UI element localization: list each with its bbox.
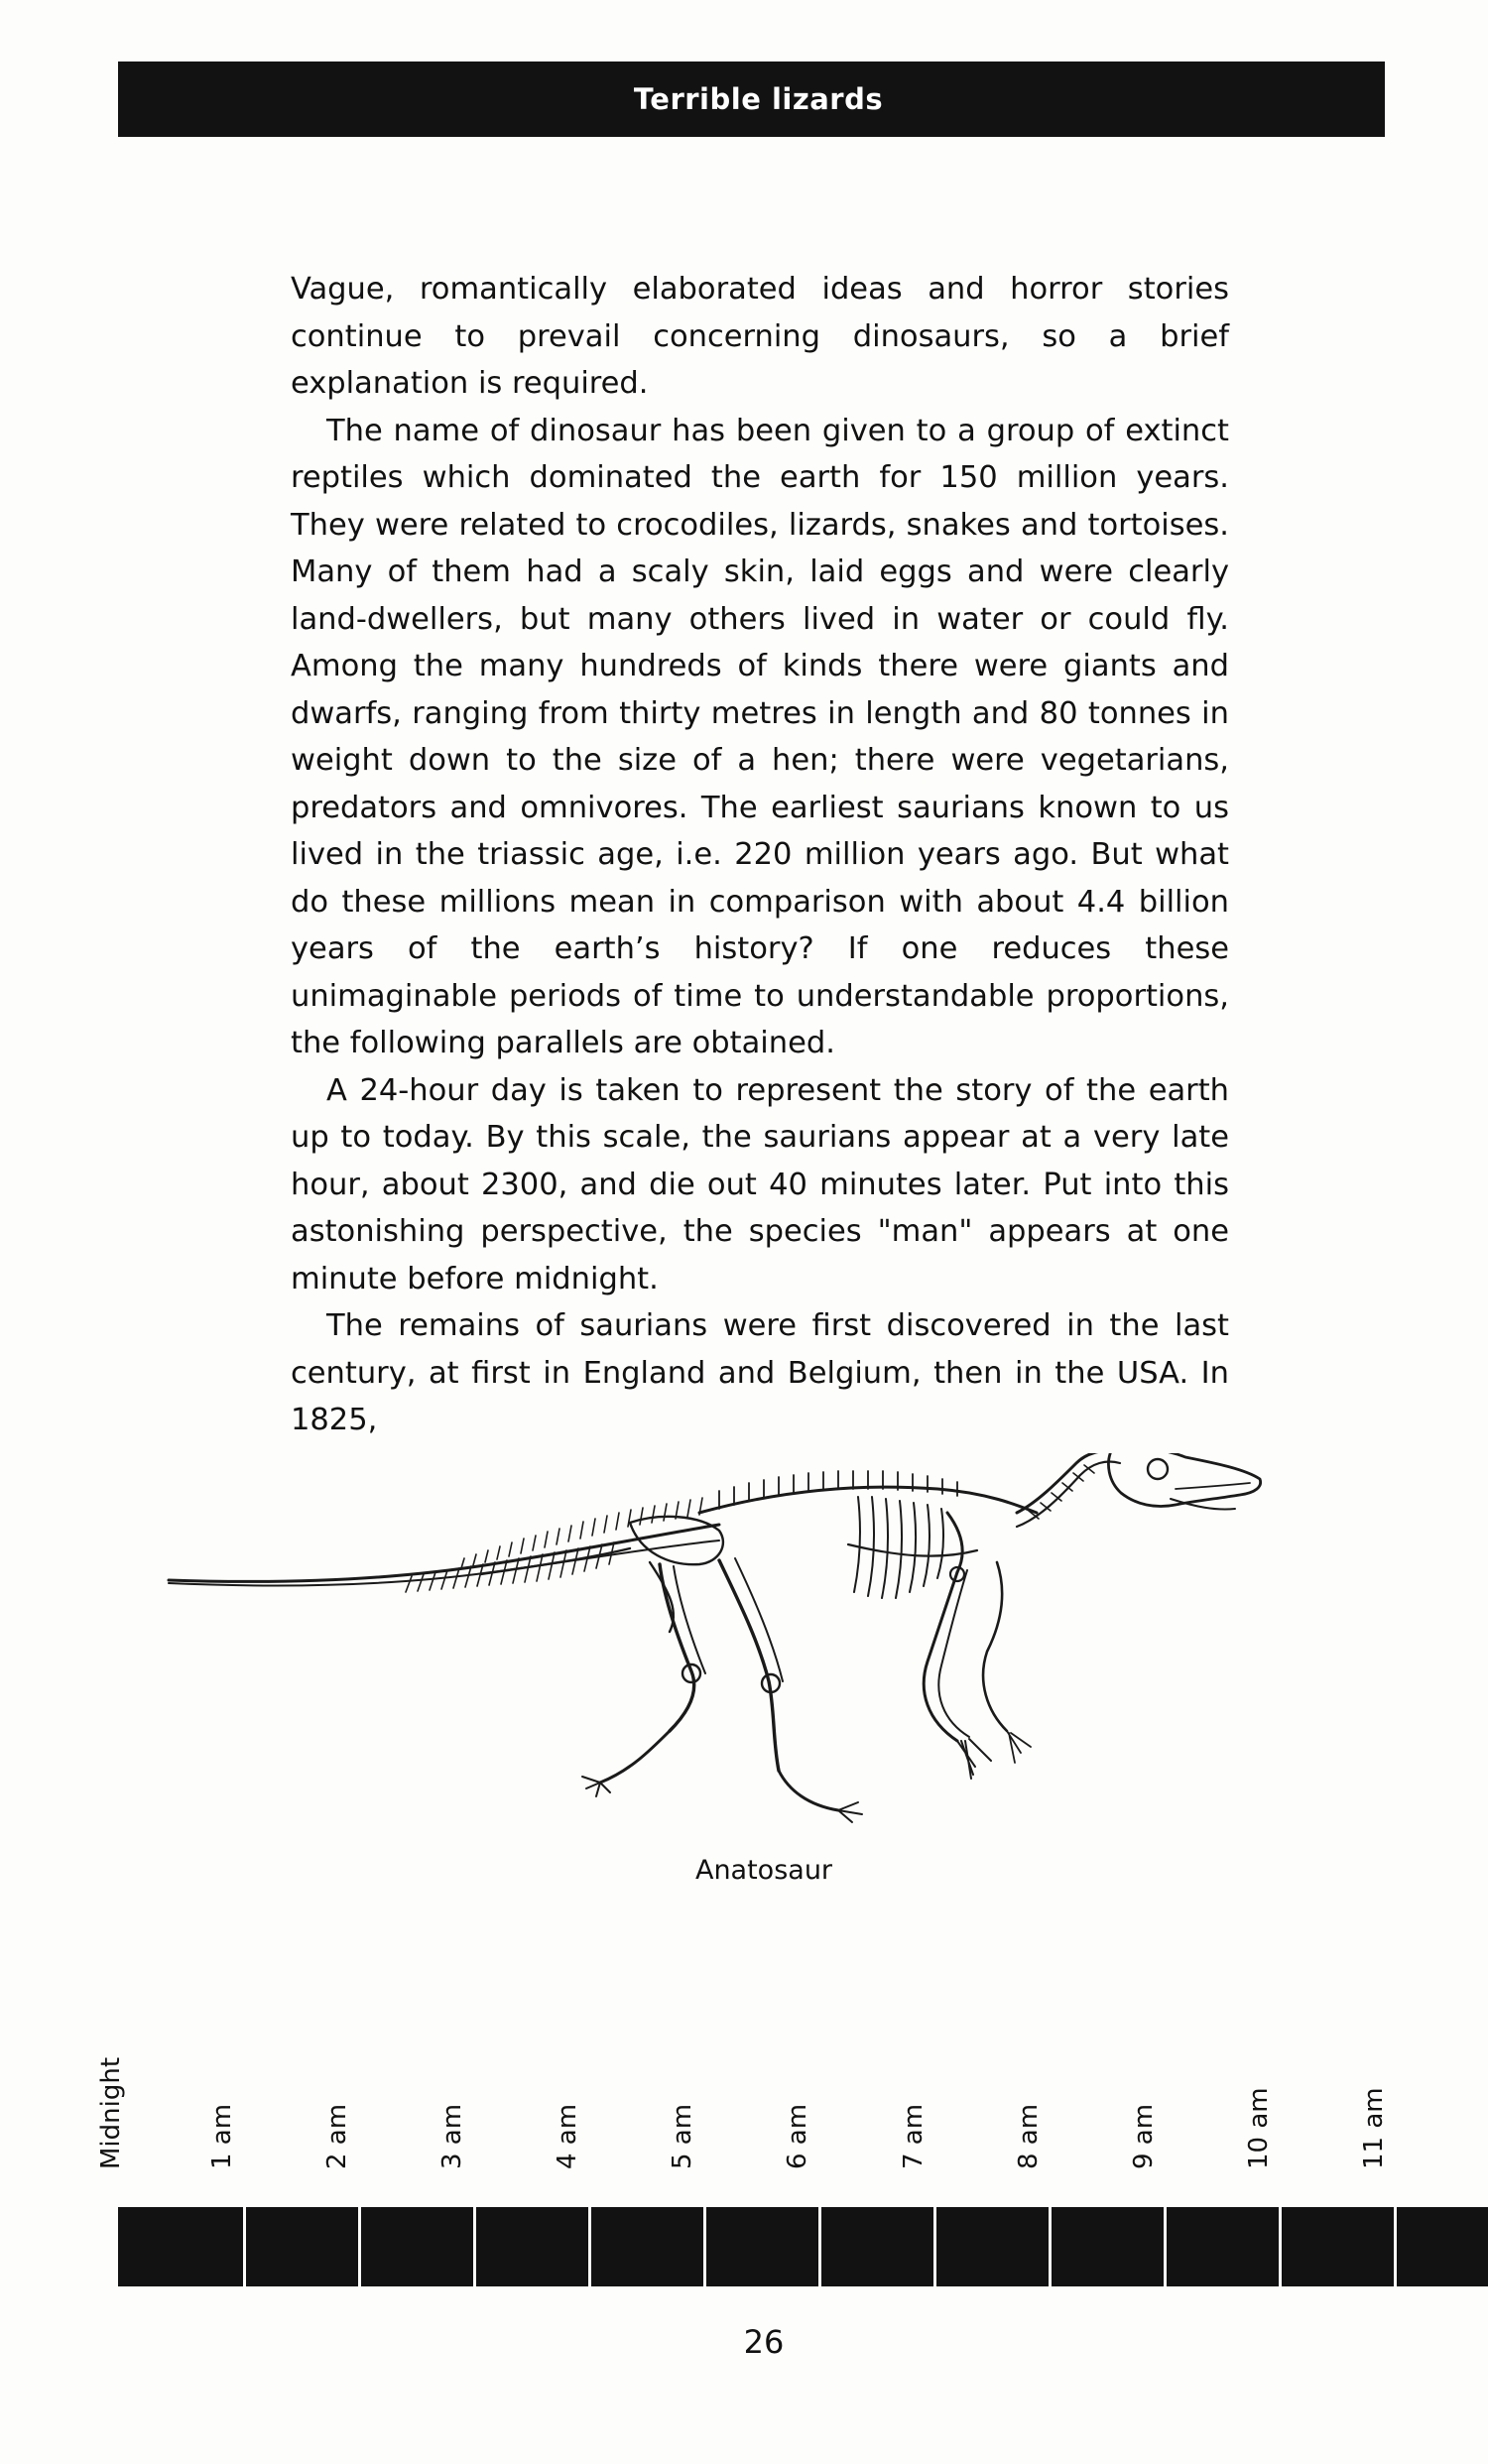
timeline-tick: [703, 2207, 706, 2286]
anatosaur-skeleton-illustration: [164, 1453, 1265, 1840]
body-text: [291, 266, 1229, 1444]
hour-label: 1 am: [207, 2103, 237, 2169]
timeline-tick: [933, 2207, 936, 2286]
hour-label: 2 am: [322, 2103, 352, 2169]
hour-label: 11 am: [1359, 2087, 1389, 2169]
timeline-tick: [1164, 2207, 1167, 2286]
timeline-tick: [818, 2207, 821, 2286]
timeline-tick: [358, 2207, 361, 2286]
hour-label: 7 am: [899, 2103, 929, 2169]
running-header-title: Terrible lizards: [633, 82, 884, 116]
hour-label: Midnight: [96, 2056, 126, 2169]
paragraph: The remains of saurians were first discovered in the last century, at first in England and Belgium, then in the USA. In 1825,: [291, 1308, 1229, 1437]
hour-label: 9 am: [1129, 2103, 1159, 2169]
page-number: 26: [743, 2323, 785, 2361]
hour-label: 3 am: [437, 2103, 467, 2169]
hour-label: 5 am: [668, 2103, 697, 2169]
timeline-bar: [118, 2207, 1488, 2286]
timeline-tick: [1279, 2207, 1282, 2286]
timeline-tick: [243, 2207, 246, 2286]
paragraph: Vague, romantically elaborated ideas and horror stories continue to prevail concerning dinosaurs, so a brief explanation is required.: [291, 272, 1229, 401]
timeline-tick: [473, 2207, 476, 2286]
paragraph: The name of dinosaur has been given to a group of extinct reptiles which dominated the earth for 150 million years. They were related to crocodiles, lizards, snakes and tortoises. Many of them had a scaly skin, laid eggs and were clearly land-dwellers, but many others lived in water or could fly. Among the many hundreds of kinds there were giants and dwarfs, ranging from thirty metres in length and 80 tonnes in weight down to the size of a hen; there were vegetarians, predators and omnivores. The earliest saurians known to us lived in the triassic age, i.e. 220 million years ago. But what do these millions mean in comparison with about 4.4 billion years of the earth’s history? If one reduces these unimaginable periods of time to understandable proportions, the following parallels are obtained.: [291, 413, 1229, 1060]
figure-caption: Anatosaur: [694, 1855, 833, 1886]
hour-label: 6 am: [783, 2103, 812, 2169]
running-header-bar: [118, 62, 1385, 137]
timeline-tick: [1049, 2207, 1052, 2286]
hour-label: 8 am: [1014, 2103, 1044, 2169]
timeline-tick: [588, 2207, 591, 2286]
timeline-tick: [1394, 2207, 1397, 2286]
hour-label: 4 am: [553, 2103, 582, 2169]
hour-label: 10 am: [1244, 2087, 1274, 2169]
paragraph: A 24-hour day is taken to represent the story of the earth up to today. By this scale, the saurians appear at a very late hour, about 2300, and die out 40 minutes later. Put into this astonishing perspective, the species "man" appears at one minute before midnight.: [291, 1072, 1229, 1296]
